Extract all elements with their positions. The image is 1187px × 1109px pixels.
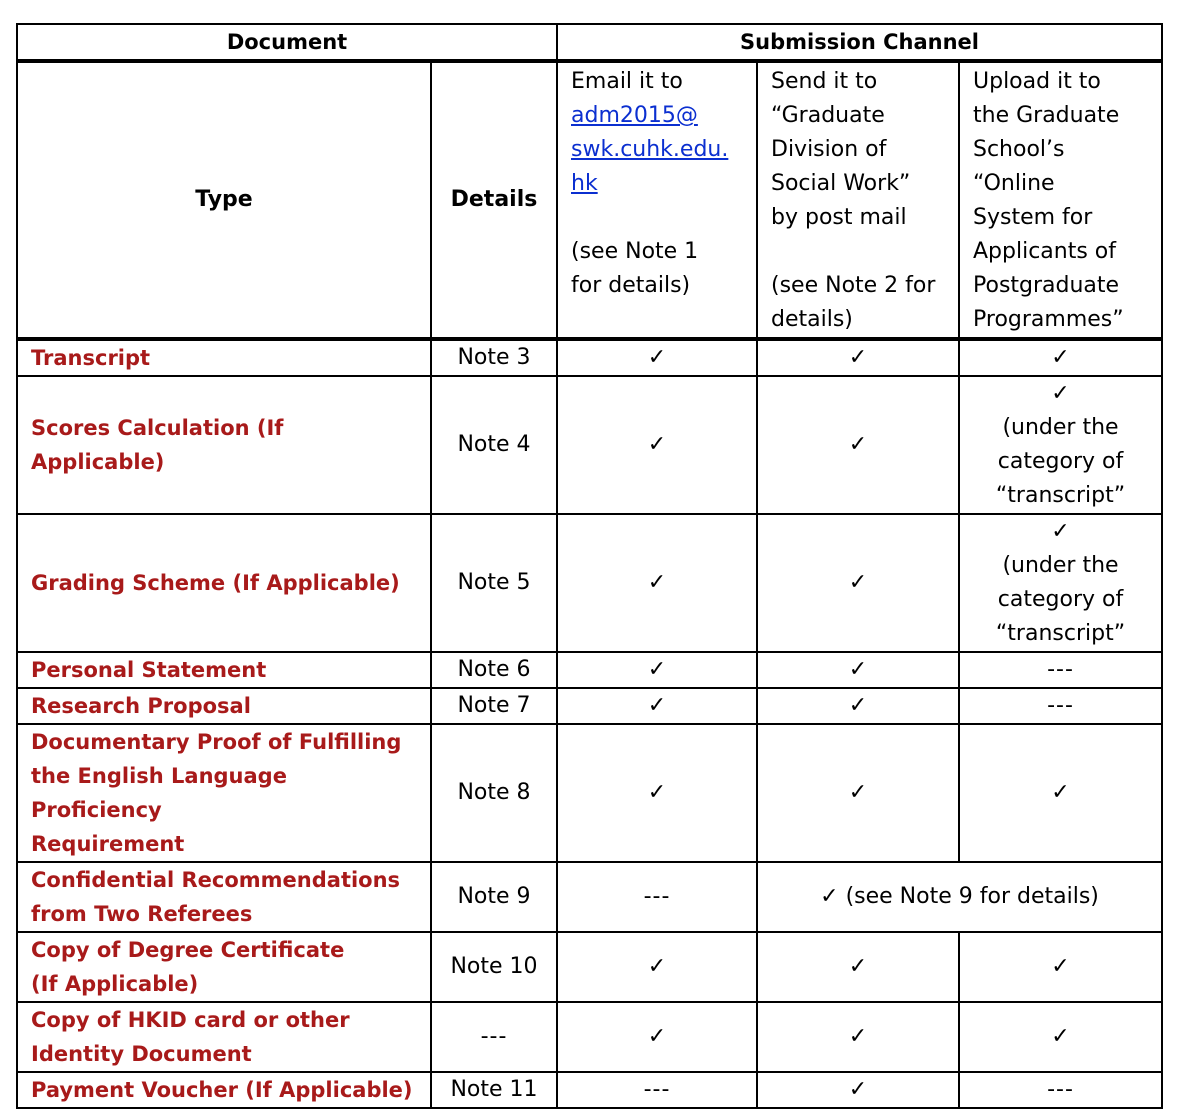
- upload-check: ✓: [1051, 381, 1070, 406]
- document-details: Note 11: [431, 1072, 557, 1108]
- post-check: ✓: [757, 1002, 959, 1072]
- post-check: ✓: [757, 514, 959, 652]
- document-details: Note 7: [431, 688, 557, 724]
- table-row: [17, 688, 1162, 724]
- header-row-channels: [17, 61, 1162, 339]
- email-check: ✓: [557, 1002, 757, 1072]
- email-channel-intro: Email it to: [571, 69, 683, 94]
- email-check: ✓: [557, 339, 757, 376]
- upload-dash: ---: [959, 688, 1162, 724]
- table-row: [17, 339, 1162, 376]
- email-channel-header: [557, 61, 757, 339]
- table-row: [17, 932, 1162, 1002]
- upload-check-with-note: [959, 376, 1162, 514]
- post-channel-text: Send it to “Graduate Division of Social Work” by post mail: [771, 69, 911, 230]
- table-row: [17, 652, 1162, 688]
- post-check: ✓: [757, 724, 959, 862]
- document-details: Note 4: [431, 376, 557, 514]
- upload-dash: ---: [959, 652, 1162, 688]
- document-type: Documentary Proof of Fulfilling the English Language Proficiency Requirement: [17, 724, 431, 862]
- upload-check: ✓: [959, 932, 1162, 1002]
- document-type: Personal Statement: [17, 652, 431, 688]
- upload-category-note: (under the category of “transcript”: [995, 415, 1126, 508]
- header-row-top: [17, 24, 1162, 61]
- document-details: Note 6: [431, 652, 557, 688]
- upload-channel-header: [959, 61, 1162, 339]
- post-channel-note: (see Note 2 for details): [771, 273, 936, 332]
- upload-check: ✓: [1051, 519, 1070, 544]
- document-type: Grading Scheme (If Applicable): [17, 514, 431, 652]
- email-dash: ---: [557, 862, 757, 932]
- type-header: Type: [17, 61, 431, 339]
- email-channel-note: (see Note 1 for details): [571, 239, 699, 298]
- email-dash: ---: [557, 1072, 757, 1108]
- submission-channel-header: Submission Channel: [557, 24, 1162, 61]
- email-address-link[interactable]: adm2015@ swk.cuhk.edu. hk: [571, 103, 729, 196]
- email-check: ✓: [557, 724, 757, 862]
- document-type: Research Proposal: [17, 688, 431, 724]
- email-check: ✓: [557, 514, 757, 652]
- upload-dash: ---: [959, 1072, 1162, 1108]
- upload-category-note: (under the category of “transcript”: [995, 553, 1126, 646]
- email-check: ✓: [557, 652, 757, 688]
- post-check: ✓: [757, 932, 959, 1002]
- upload-check: ✓: [959, 339, 1162, 376]
- upload-check: ✓: [959, 1002, 1162, 1072]
- submission-table: [16, 23, 1163, 1109]
- document-details: ---: [431, 1002, 557, 1072]
- post-check: ✓: [757, 1072, 959, 1108]
- table-row: [17, 1072, 1162, 1108]
- document-details: Note 10: [431, 932, 557, 1002]
- document-type: Scores Calculation (If Applicable): [17, 376, 431, 514]
- email-check: ✓: [557, 932, 757, 1002]
- document-type: Confidential Recommendations from Two Referees: [17, 862, 431, 932]
- document-header: Document: [17, 24, 557, 61]
- document-details: Note 8: [431, 724, 557, 862]
- table-row: [17, 862, 1162, 932]
- document-details: Note 9: [431, 862, 557, 932]
- post-check: ✓: [757, 339, 959, 376]
- upload-channel-text: Upload it to the Graduate School’s “Online System for Applicants of Postgraduate Programmes”: [973, 69, 1124, 332]
- table-row: [17, 1002, 1162, 1072]
- document-details: Note 5: [431, 514, 557, 652]
- document-type: Transcript: [17, 339, 431, 376]
- table-row: [17, 514, 1162, 652]
- document-type: Copy of Degree Certificate (If Applicable): [17, 932, 431, 1002]
- email-check: ✓: [557, 688, 757, 724]
- table-row: [17, 376, 1162, 514]
- post-upload-combined: ✓ (see Note 9 for details): [757, 862, 1162, 932]
- post-check: ✓: [757, 688, 959, 724]
- upload-check: ✓: [959, 724, 1162, 862]
- document-type: Payment Voucher (If Applicable): [17, 1072, 431, 1108]
- document-type: Copy of HKID card or other Identity Document: [17, 1002, 431, 1072]
- details-header: Details: [431, 61, 557, 339]
- email-check: ✓: [557, 376, 757, 514]
- post-check: ✓: [757, 652, 959, 688]
- post-channel-header: [757, 61, 959, 339]
- post-check: ✓: [757, 376, 959, 514]
- upload-check-with-note: [959, 514, 1162, 652]
- table-row: [17, 724, 1162, 862]
- document-details: Note 3: [431, 339, 557, 376]
